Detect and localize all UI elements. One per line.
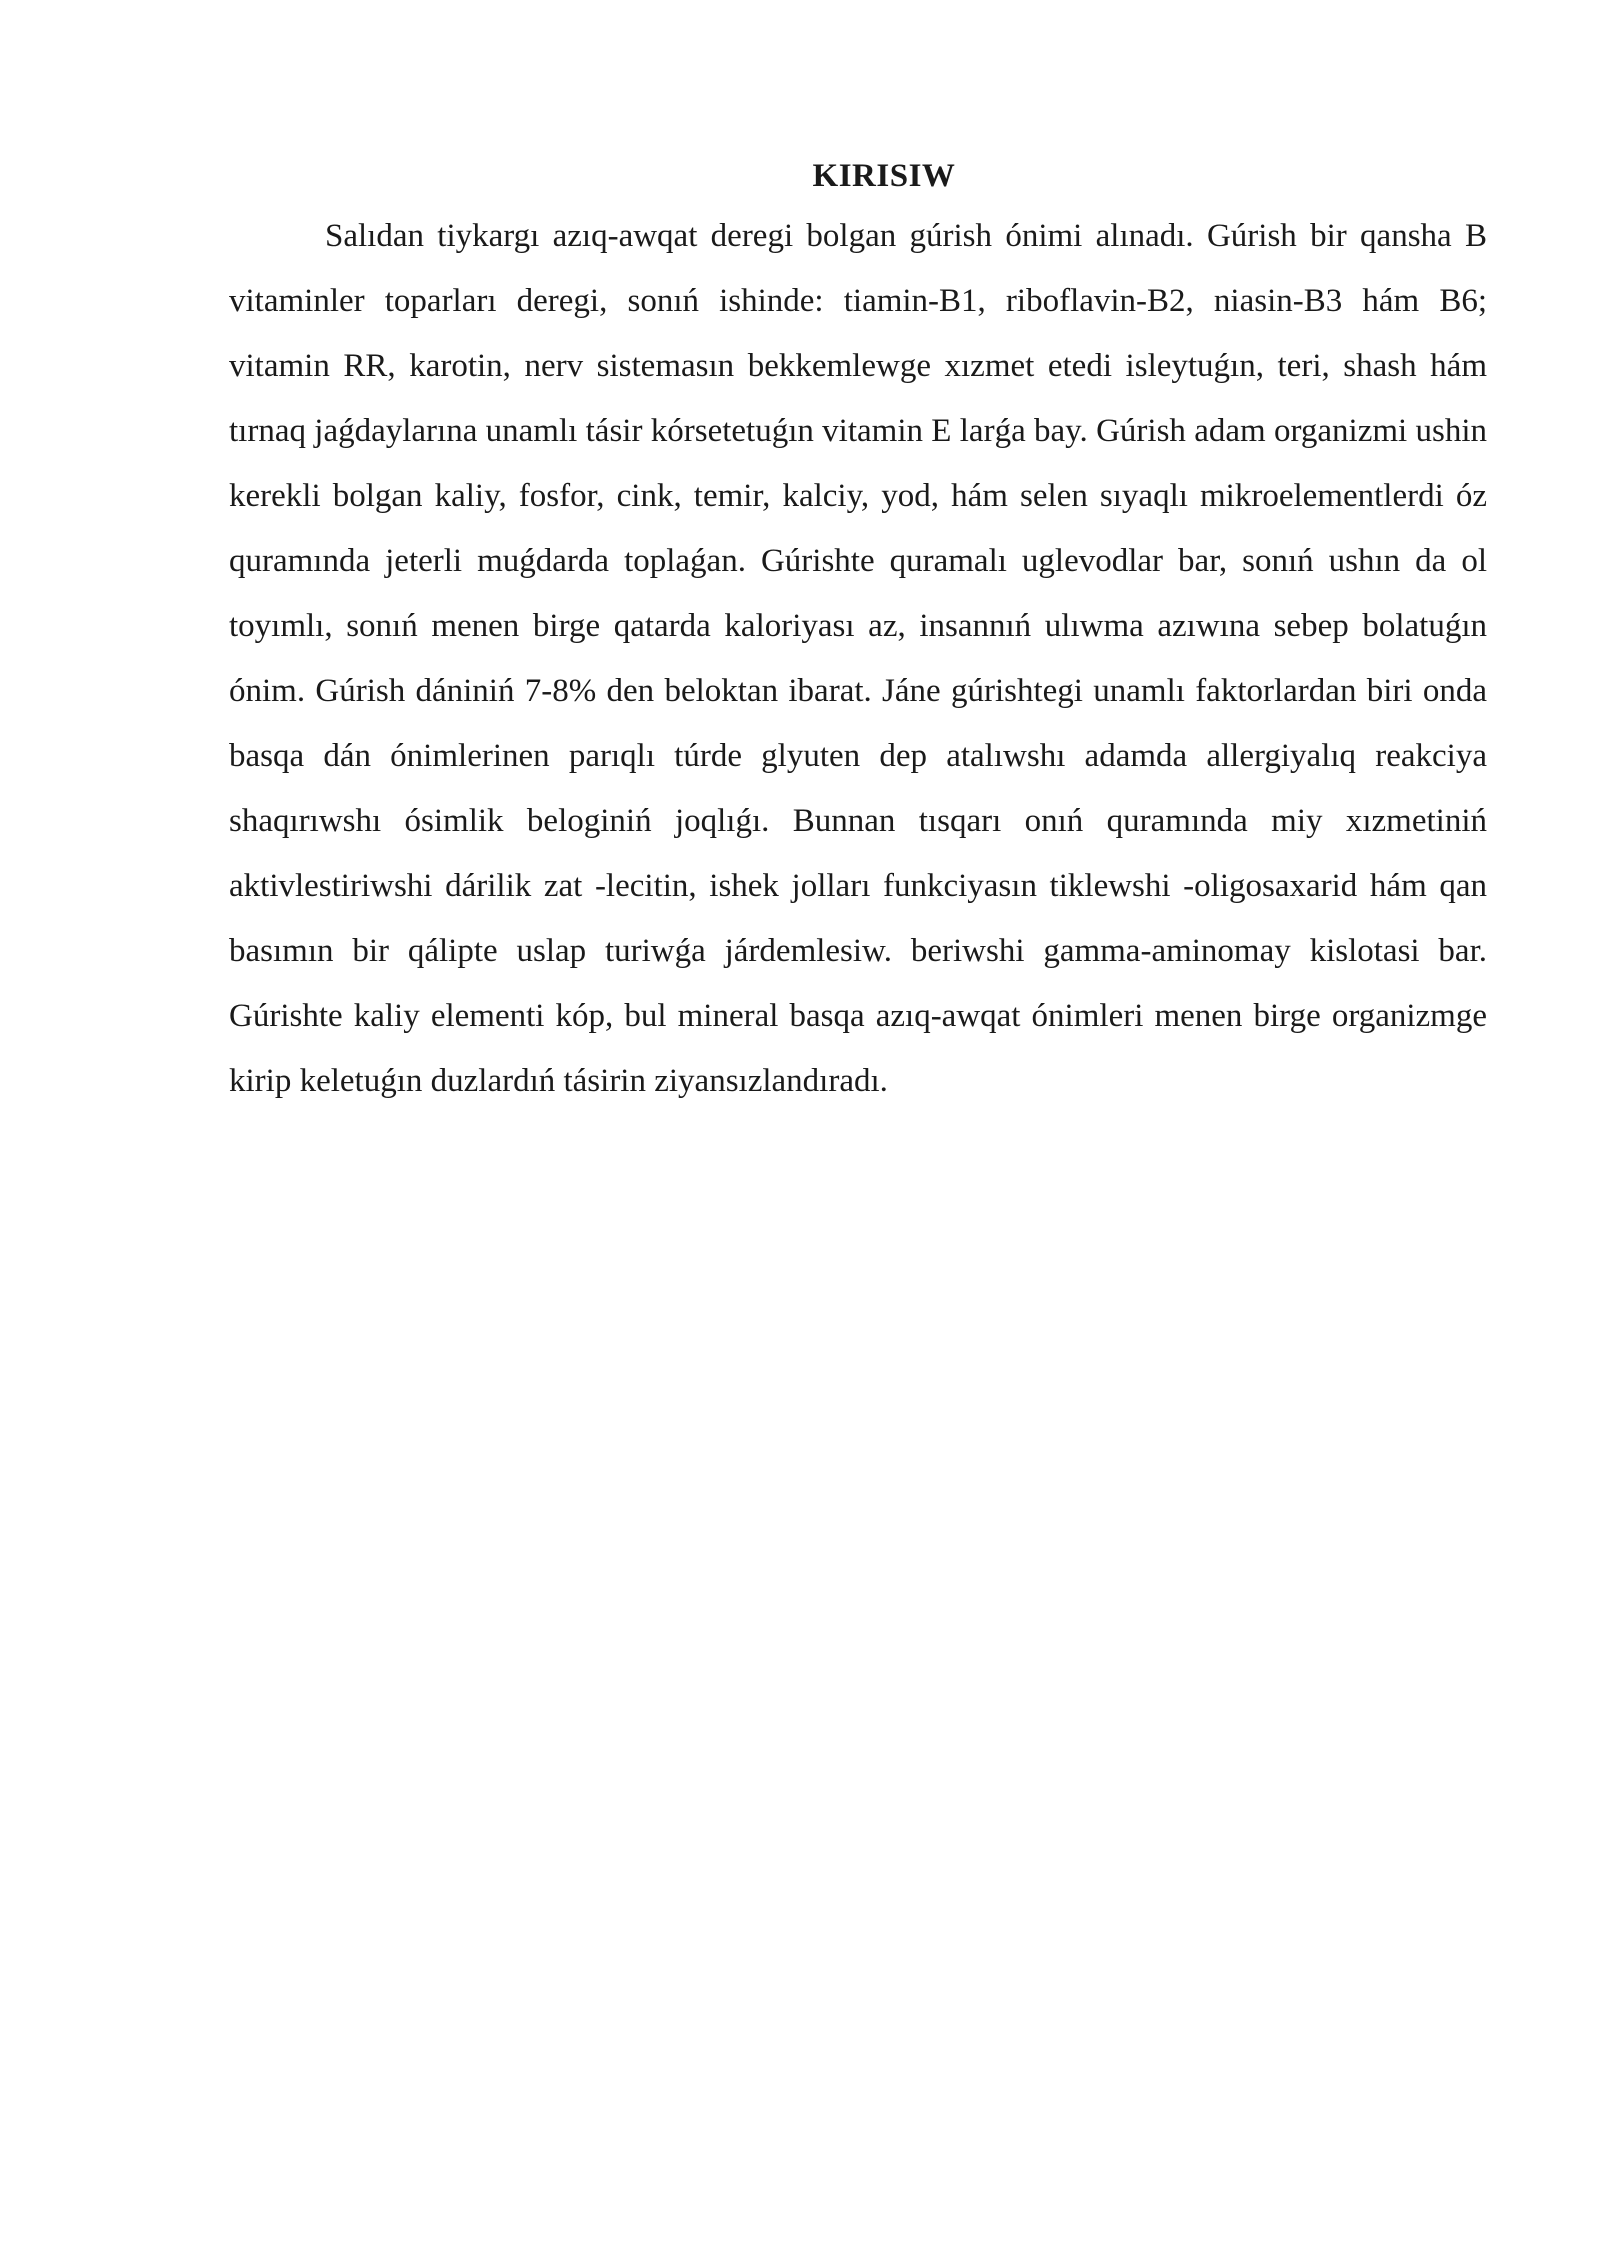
document-content xyxy=(229,148,1487,1114)
document-title: KIRISIW xyxy=(812,158,956,194)
body-paragraph: Salıdan tiykargı azıq-awqat deregi bolgan gúrish ónimi alınadı. Gúrish bir qansha B vitaminler toparları deregi, sonıń ishinde: tiamin-B1, riboflavin-B2, niasin-B3 hám B6; vitamin RR, karotin, nerv sistemasın bekkemlewge xızmet etedi isleytuǵın, teri, shash hám tırnaq jaǵdaylarına unamlı tásir kórsetetuǵın vitamin E larǵa bay. Gúrish adam organizmi ushin kerekli bolgan kaliy, fosfor, cink, temir, kalciy, yod, hám selen sıyaqlı mikroelementlerdi óz quramında jeterli muǵdarda toplaǵan. Gúrishte quramalı uglevodlar bar, sonıń ushın da ol toyımlı, sonıń menen birge qatarda kaloriyası az, insannıń ulıwma azıwına sebep bolatuǵın ónim. Gúrish dániniń 7-8% den beloktan ibarat. Jáne gúrishtegi unamlı faktorlardan biri onda basqa dán ónimlerinen parıqlı túrde glyuten dep atalıwshı adamda allergiyalıq reakciya shaqırıwshı ósimlik beloginiń joqlıǵı. Bunnan tısqarı onıń quramında miy xızmetiniń aktivlestiriwshi dárilik zat -lecitin, ishek jolları funkciyasın tiklewshi -oligosaxarid hám qan basımın bir qálipte uslap turiwǵa járdemlesiw. beriwshi gamma-aminomay kislotasi bar. Gúrishte kaliy elementi kóp, bul mineral basqa azıq-awqat ónimleri menen birge organizmge kirip keletuǵın duzlardıń tásirin ziyansızlandıradı. xyxy=(229,218,1487,1099)
